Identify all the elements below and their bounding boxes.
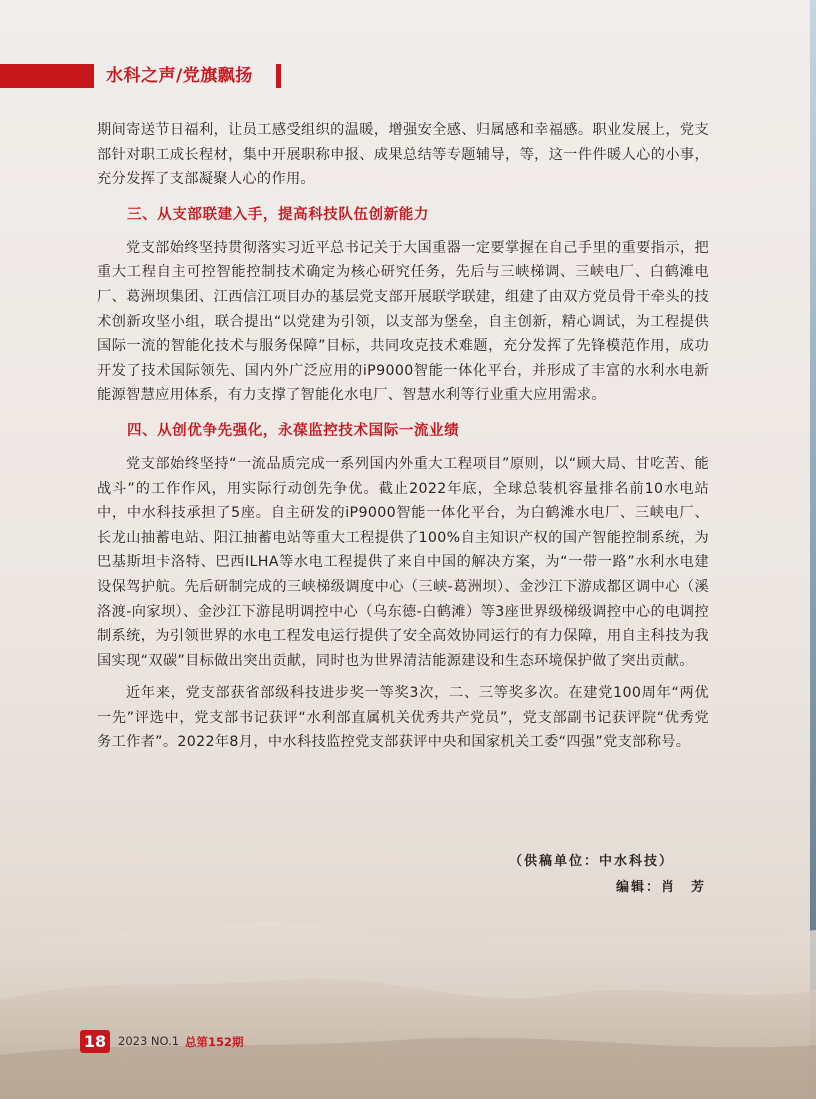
paragraph-welfare: 期间寄送节日福利，让员工感受组织的温暖，增强安全感、归属感和幸福感。职业发展上，党支部针对职工成长程材，集中开展职称申报、成果总结等专题辅导，等，这一件件暖人心的小事，充分发挥了支部凝聚人心的作用。 [97, 122, 709, 188]
paragraph-excellence: 党支部始终坚持“一流品质完成一系列国内外重大工程项目”原则，以“顾大局、甘吃苦、能战斗”的工作作风，用实际行动创先争优。截止2022年底，全球总装机容量排名前10水电站中，中水科技承担了5座。自主研发的iP9000智能一体化平台，为白鹤滩水电厂、三峡电厂、长龙山抽蓄电站、阳江抽蓄电站等重大工程提供了100%自主知识产权的国产智能控制系统，为巴基斯坦卡洛特、巴西ILHA等水电工程提供了来自中国的解决方案，为“一带一路”水利水电建设保驾护航。先后研制完成的三峡梯级调度中心（三峡-葛洲坝）、金沙江下游成都区调中心（溪洛渡-向家坝）、金沙江下游昆明调控中心（乌东德-白鹤滩）等3座世界级梯级调控中心的电调控制系统，为引领世界的水电工程发电运行提供了安全高效协同运行的有力保障，用自主科技为我国实现“双碳”目标做出突出贡献，同时也为世界清洁能源建设和生态环境保护做了突出贡献。 [97, 455, 709, 669]
section-heading-3: 三、从支部联建入手，提高科技队伍创新能力 [127, 206, 429, 223]
total-issue-label: 总第152期 [185, 1035, 244, 1049]
credit-editor: 编辑：肖 芳 [615, 880, 706, 895]
section-heading-4: 四、从创优争先强化，永葆监控技术国际一流业绩 [127, 422, 460, 439]
issue-label: 2023 NO.1 [118, 1034, 180, 1048]
article-body [97, 118, 709, 755]
paragraph-joint-construction: 党支部始终坚持贯彻落实习近平总书记关于大国重器一定要掌握在自己手里的重要指示，把重大工程自主可控智能控制技术确定为核心研究任务，先后与三峡梯调、三峡电厂、白鹤滩电厂、葛洲坝集团、江西信江项目办的基层党支部开展联学联建，组建了由双方党员骨干牵头的技术创新攻坚小组，联合提出“以党建为引领，以支部为堡垒，自主创新，精心调试，为工程提供国际一流的智能化技术与服务保障”目标，共同攻克技术难题，充分发挥了先锋模范作用，成功开发了技术国际领先、国内外广泛应用的iP9000智能一体化平台，并形成了丰富的水利水电新能源智慧应用体系，有力支撑了智能化水电厂、智慧水利等行业重大应用需求。 [97, 239, 709, 404]
header-end-mark [276, 64, 281, 88]
paragraph-awards: 近年来，党支部获省部级科技进步奖一等奖3次，二、三等奖多次。在建党100周年“两优一先”评选中，党支部书记获评“水利部直属机关优秀共产党员”，党支部副书记获评院“优秀党务工作者”。2022年8月，中水科技监控党支部获评中央和国家机关工委“四强”党支部称号。 [97, 685, 709, 751]
credit-source: （供稿单位：中水科技） [508, 854, 674, 869]
desert-background-illustration [0, 880, 816, 1099]
header-red-bar [0, 64, 94, 88]
page-number: 18 [80, 1030, 110, 1053]
section-header-title: 水科之声/党旗飘扬 [106, 66, 253, 86]
